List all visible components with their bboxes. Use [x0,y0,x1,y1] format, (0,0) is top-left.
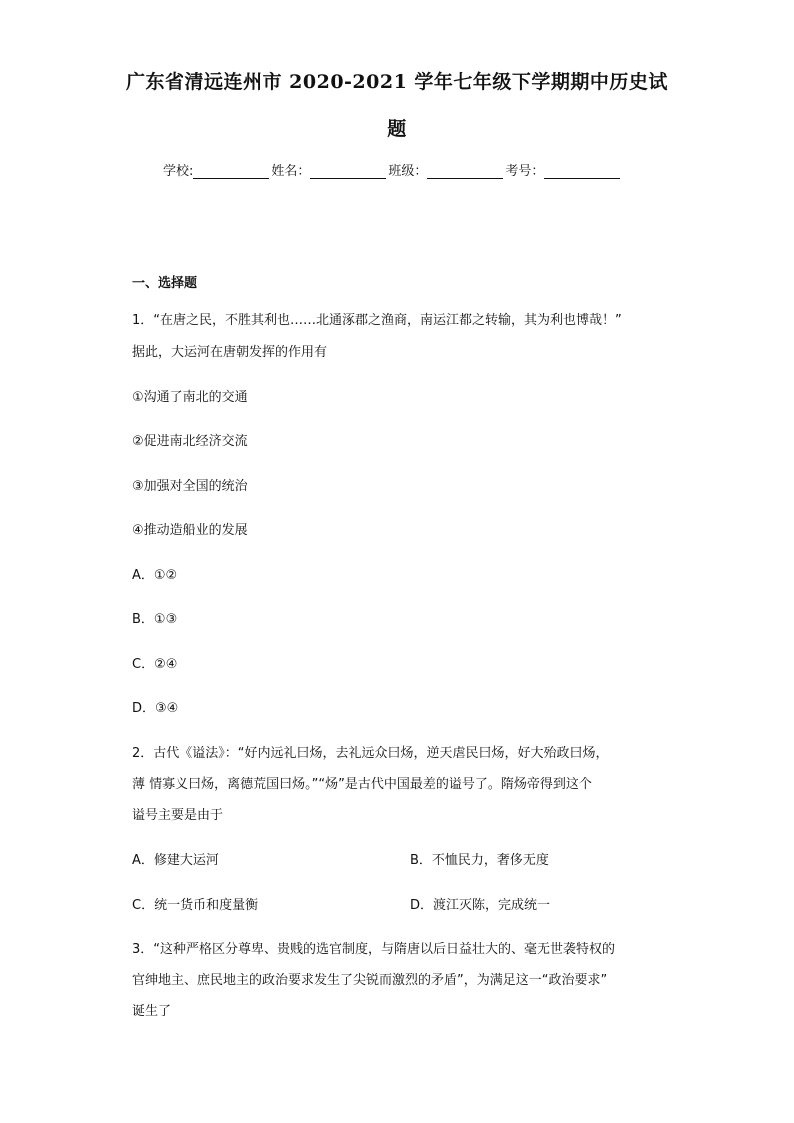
name-label: 姓名： [271,164,311,179]
question-1-option-d[interactable]: D．③④ [132,701,179,716]
school-label: 学校: [163,164,194,179]
question-3-stem-line-3: 诞生了 [132,1004,172,1019]
question-1-item: ③加强对全国的统治 [132,479,248,494]
question-1-stem-line-2: 据此，大运河在唐朝发挥的作用有 [132,345,328,360]
question-2-stem-line-1: 2．古代《谥法》：“好内远礼曰炀，去礼远众曰炀，逆天虐民曰炀，好大殆政曰炀， [132,746,609,761]
page-title-continued: 题 [387,118,407,140]
question-1-item: ①沟通了南北的交通 [132,390,248,405]
question-2-option-c[interactable]: C．统一货币和度量衡 [132,898,259,913]
question-2-stem-line-2: 薄 情寡义曰炀，离德荒国曰炀。”“炀”是古代中国最差的谥号了。隋炀帝得到这个 [132,777,592,792]
question-1-option-a[interactable]: A．①② [132,568,178,583]
exam-number-label: 考号： [505,164,545,179]
page-title: 广东省清远连州市 2020-2021 学年七年级下学期期中历史试 [126,71,668,93]
exam-number-blank[interactable] [544,164,620,179]
question-2-option-b[interactable]: B．不恤民力，奢侈无度 [410,853,549,868]
question-2-option-d[interactable]: D．渡江灭陈，完成统一 [410,898,551,913]
question-1-item: ②促进南北经济交流 [132,434,248,449]
question-1-stem-line-1: 1．“在唐之民，不胜其利也……北通涿郡之渔商，南运江都之转输，其为利也博哉！” [132,313,622,328]
question-2-stem-line-3: 谥号主要是由于 [132,808,224,823]
name-blank[interactable] [310,164,386,179]
question-1-item: ④推动造船业的发展 [132,523,248,538]
question-2-option-a[interactable]: A．修建大运河 [132,853,219,868]
class-blank[interactable] [427,164,503,179]
student-info-line [163,160,622,179]
question-1-option-c[interactable]: C．②④ [132,657,178,672]
class-label: 班级： [388,164,428,179]
question-3-stem-line-2: 官绅地主、庶民地主的政治要求发生了尖锐而激烈的矛盾”，为满足这一“政治要求” [132,973,608,988]
question-1-option-b[interactable]: B．①③ [132,612,178,627]
question-3-stem-line-1: 3．“这种严格区分尊卑、贵贱的选官制度，与隋唐以后日益壮大的、毫无世袭特权的 [132,942,616,957]
school-blank[interactable] [193,164,269,179]
section-heading: 一、选择题 [132,276,198,291]
